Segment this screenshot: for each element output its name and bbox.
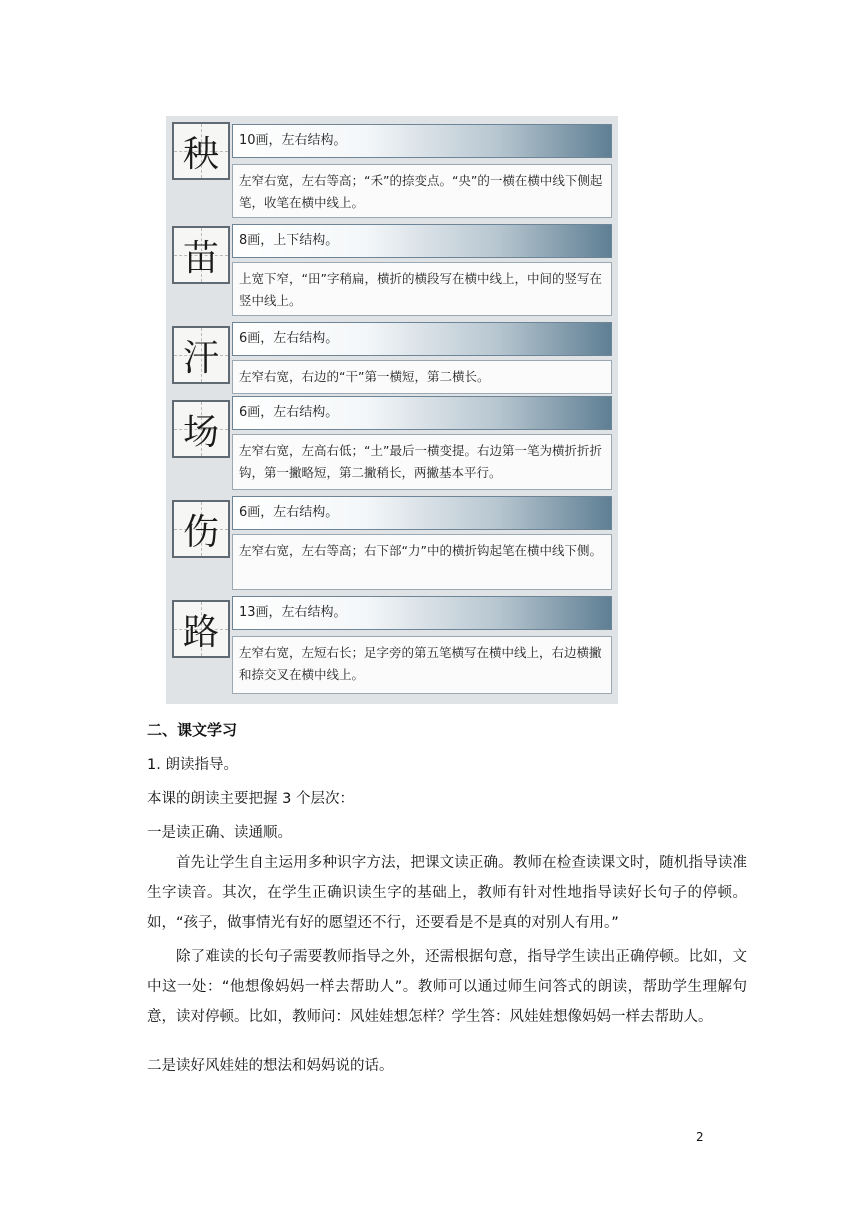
list-item-heading: 1. 朗读指导。 xyxy=(147,757,238,773)
character-box: 路 xyxy=(172,600,230,658)
character-box: 汗 xyxy=(172,326,230,384)
section-title: 二、课文学习 xyxy=(147,721,238,739)
character-box: 苗 xyxy=(172,226,230,284)
writing-description: 左窄右宽，左右等高；“禾”的捺变点。“央”的一横在横中线下侧起笔，收笔在横中线上。 xyxy=(232,164,612,218)
writing-description: 左窄右宽，右边的“干”第一横短，第二横长。 xyxy=(232,360,612,394)
page-number: 2 xyxy=(696,1130,704,1144)
writing-description: 左窄右宽，左右等高；右下部“力”中的横折钩起笔在横中线下侧。 xyxy=(232,534,612,590)
stroke-info: 13画，左右结构。 xyxy=(232,596,612,630)
character-box: 伤 xyxy=(172,500,230,558)
body-paragraph: 首先让学生自主运用多种识字方法，把课文读正确。教师在检查读课文时，随机指导读准生字读音。其次，在学生正确识读生字的基础上，教师有针对性地指导读好长句子的停顿。如，“孩子，做事情光有好的愿望还不行，还要看是不是真的对别人有用。” xyxy=(147,855,747,931)
level-one-text: 一是读正确、读通顺。 xyxy=(147,825,292,841)
character-box: 秧 xyxy=(172,122,230,180)
level-two-text: 二是读好风娃娃的想法和妈妈说的话。 xyxy=(147,1058,394,1074)
body-paragraph: 除了难读的长句子需要教师指导之外，还需根据句意，指导学生读出正确停顿。比如，文中这一处：“他想像妈妈一样去帮助人”。教师可以通过师生问答式的朗读，帮助学生理解句意，读对停顿。比如，教师问：风娃娃想怎样？学生答：风娃娃想像妈妈一样去帮助人。 xyxy=(147,949,747,1025)
character-writing-table xyxy=(166,116,618,704)
stroke-info: 6画，左右结构。 xyxy=(232,396,612,430)
stroke-info: 8画，上下结构。 xyxy=(232,224,612,258)
character-box: 场 xyxy=(172,400,230,458)
stroke-info: 6画，左右结构。 xyxy=(232,496,612,530)
intro-paragraph: 本课的朗读主要把握 3 个层次： xyxy=(147,791,354,807)
stroke-info: 6画，左右结构。 xyxy=(232,322,612,356)
writing-description: 左窄右宽，左短右长；足字旁的第五笔横写在横中线上，右边横撇和捺交叉在横中线上。 xyxy=(232,636,612,694)
stroke-info: 10画，左右结构。 xyxy=(232,124,612,158)
writing-description: 左窄右宽，左高右低；“土”最后一横变提。右边第一笔为横折折折钩，第一撇略短，第二撇稍长，两撇基本平行。 xyxy=(232,434,612,490)
writing-description: 上宽下窄，“田”字稍扁，横折的横段写在横中线上，中间的竖写在竖中线上。 xyxy=(232,262,612,316)
